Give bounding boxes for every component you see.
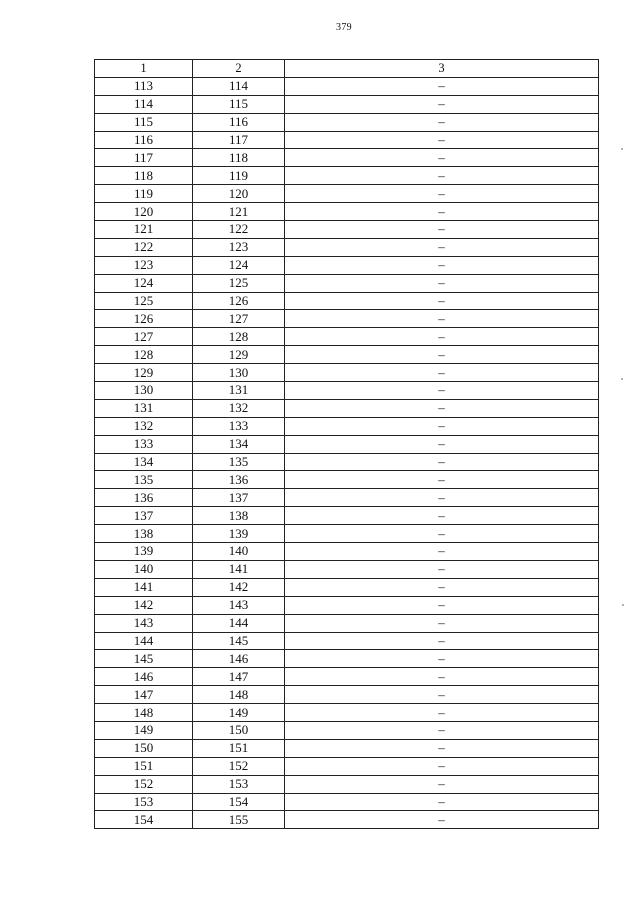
table-cell-col-2: 122 xyxy=(193,221,285,239)
table-cell-col-1: 129 xyxy=(95,364,193,382)
table-cell-col-2: 117 xyxy=(193,131,285,149)
table-cell-col-2: 123 xyxy=(193,238,285,256)
table-cell-col-1: 121 xyxy=(95,221,193,239)
table-cell-col-1: 149 xyxy=(95,721,193,739)
table-cell-col-3: – xyxy=(285,185,599,203)
table-cell-col-3: – xyxy=(285,149,599,167)
table-row xyxy=(95,149,599,167)
table-cell-col-3: – xyxy=(285,650,599,668)
table-row xyxy=(95,364,599,382)
table-cell-col-1: 151 xyxy=(95,757,193,775)
table-cell-col-2: 114 xyxy=(193,77,285,95)
table-row xyxy=(95,435,599,453)
table-cell-col-3: – xyxy=(285,364,599,382)
table-cell-col-2: 129 xyxy=(193,346,285,364)
table-cell-col-2: 120 xyxy=(193,185,285,203)
table-cell-col-3: – xyxy=(285,77,599,95)
table-cell-col-2: 130 xyxy=(193,364,285,382)
table-row xyxy=(95,167,599,185)
table-row xyxy=(95,721,599,739)
table-row xyxy=(95,704,599,722)
table-cell-col-2: 118 xyxy=(193,149,285,167)
table-cell-col-1: 118 xyxy=(95,167,193,185)
table-cell-col-1: 114 xyxy=(95,95,193,113)
table-cell-col-2: 140 xyxy=(193,543,285,561)
table-cell-col-1: 152 xyxy=(95,775,193,793)
table-cell-col-3: – xyxy=(285,113,599,131)
table-row xyxy=(95,489,599,507)
table-row xyxy=(95,185,599,203)
table-cell-col-1: 135 xyxy=(95,471,193,489)
table-row xyxy=(95,221,599,239)
table-cell-col-3: – xyxy=(285,525,599,543)
table-cell-col-1: 144 xyxy=(95,632,193,650)
table-cell-col-1: 154 xyxy=(95,811,193,829)
table-cell-col-3: – xyxy=(285,256,599,274)
table-row xyxy=(95,77,599,95)
table-cell-col-2: 142 xyxy=(193,578,285,596)
table-row xyxy=(95,113,599,131)
table-row xyxy=(95,203,599,221)
table-cell-col-2: 141 xyxy=(193,560,285,578)
table-row xyxy=(95,525,599,543)
table-cell-col-3: – xyxy=(285,614,599,632)
table-cell-col-3: – xyxy=(285,704,599,722)
table-cell-col-2: 133 xyxy=(193,417,285,435)
table-cell-col-1: 150 xyxy=(95,739,193,757)
table-cell-col-2: 150 xyxy=(193,721,285,739)
table-cell-col-2: 115 xyxy=(193,95,285,113)
table-cell-col-1: 117 xyxy=(95,149,193,167)
table-cell-col-2: 125 xyxy=(193,274,285,292)
table-cell-col-1: 130 xyxy=(95,382,193,400)
table-row xyxy=(95,131,599,149)
table-cell-col-2: 149 xyxy=(193,704,285,722)
table-cell-col-3: – xyxy=(285,721,599,739)
table-cell-col-3: – xyxy=(285,382,599,400)
table-cell-col-1: 113 xyxy=(95,77,193,95)
table-cell-col-3: – xyxy=(285,507,599,525)
table-cell-col-3: – xyxy=(285,668,599,686)
table-cell-col-1: 133 xyxy=(95,435,193,453)
table-cell-col-3: – xyxy=(285,811,599,829)
table-cell-col-1: 142 xyxy=(95,596,193,614)
table-cell-col-2: 151 xyxy=(193,739,285,757)
table-row xyxy=(95,650,599,668)
table-row xyxy=(95,560,599,578)
table-cell-col-1: 136 xyxy=(95,489,193,507)
table-cell-col-2: 138 xyxy=(193,507,285,525)
table-row xyxy=(95,686,599,704)
table-cell-col-2: 126 xyxy=(193,292,285,310)
table-cell-col-1: 126 xyxy=(95,310,193,328)
table-cell-col-1: 140 xyxy=(95,560,193,578)
table-row xyxy=(95,399,599,417)
table-row xyxy=(95,543,599,561)
page-number: 379 xyxy=(336,22,352,33)
table-cell-col-2: 124 xyxy=(193,256,285,274)
scan-speck xyxy=(621,148,623,150)
table-cell-col-2: 136 xyxy=(193,471,285,489)
table-cell-col-1: 148 xyxy=(95,704,193,722)
table-cell-col-3: – xyxy=(285,489,599,507)
table-cell-col-3: – xyxy=(285,739,599,757)
table-row xyxy=(95,471,599,489)
table-cell-col-3: – xyxy=(285,221,599,239)
table-cell-col-2: 154 xyxy=(193,793,285,811)
table-row xyxy=(95,238,599,256)
table-cell-col-1: 124 xyxy=(95,274,193,292)
table-cell-col-2: 148 xyxy=(193,686,285,704)
table-cell-col-3: – xyxy=(285,775,599,793)
table-cell-col-1: 122 xyxy=(95,238,193,256)
table-cell-col-3: – xyxy=(285,757,599,775)
table-cell-col-2: 144 xyxy=(193,614,285,632)
table-cell-col-2: 145 xyxy=(193,632,285,650)
column-header-2: 2 xyxy=(193,60,285,78)
table-cell-col-3: – xyxy=(285,203,599,221)
table-cell-col-3: – xyxy=(285,632,599,650)
scan-speck xyxy=(622,604,624,606)
table-cell-col-1: 146 xyxy=(95,668,193,686)
table-row xyxy=(95,775,599,793)
table-row xyxy=(95,757,599,775)
table-cell-col-1: 147 xyxy=(95,686,193,704)
table-cell-col-3: – xyxy=(285,453,599,471)
table-row xyxy=(95,811,599,829)
table-cell-col-2: 121 xyxy=(193,203,285,221)
table-cell-col-1: 134 xyxy=(95,453,193,471)
table-cell-col-2: 128 xyxy=(193,328,285,346)
table-cell-col-1: 125 xyxy=(95,292,193,310)
table-body xyxy=(95,77,599,828)
table-cell-col-2: 152 xyxy=(193,757,285,775)
column-header-1: 1 xyxy=(95,60,193,78)
table-row xyxy=(95,632,599,650)
table-cell-col-2: 119 xyxy=(193,167,285,185)
table-cell-col-3: – xyxy=(285,596,599,614)
table-row xyxy=(95,292,599,310)
table-cell-col-2: 146 xyxy=(193,650,285,668)
table-cell-col-3: – xyxy=(285,399,599,417)
table-cell-col-2: 135 xyxy=(193,453,285,471)
table-row xyxy=(95,668,599,686)
table-row xyxy=(95,310,599,328)
table-cell-col-3: – xyxy=(285,578,599,596)
table-cell-col-1: 127 xyxy=(95,328,193,346)
table-cell-col-3: – xyxy=(285,471,599,489)
table-row xyxy=(95,596,599,614)
table-row xyxy=(95,453,599,471)
table-row xyxy=(95,328,599,346)
column-header-3: 3 xyxy=(285,60,599,78)
table-cell-col-1: 128 xyxy=(95,346,193,364)
scan-speck xyxy=(621,378,623,380)
table-header xyxy=(95,60,599,78)
table-cell-col-3: – xyxy=(285,292,599,310)
table-cell-col-3: – xyxy=(285,346,599,364)
table-cell-col-3: – xyxy=(285,793,599,811)
table-row xyxy=(95,739,599,757)
table-cell-col-1: 123 xyxy=(95,256,193,274)
table-cell-col-3: – xyxy=(285,131,599,149)
table-cell-col-1: 141 xyxy=(95,578,193,596)
table-cell-col-2: 139 xyxy=(193,525,285,543)
table-row xyxy=(95,274,599,292)
table-row xyxy=(95,382,599,400)
table-cell-col-2: 131 xyxy=(193,382,285,400)
table-cell-col-1: 120 xyxy=(95,203,193,221)
table-cell-col-1: 138 xyxy=(95,525,193,543)
table-cell-col-3: – xyxy=(285,560,599,578)
table-cell-col-2: 137 xyxy=(193,489,285,507)
table-row xyxy=(95,346,599,364)
table-cell-col-1: 143 xyxy=(95,614,193,632)
table-cell-col-3: – xyxy=(285,274,599,292)
table-cell-col-3: – xyxy=(285,238,599,256)
table-cell-col-2: 143 xyxy=(193,596,285,614)
table-cell-col-3: – xyxy=(285,686,599,704)
table-cell-col-2: 134 xyxy=(193,435,285,453)
header-row xyxy=(95,60,599,78)
table-cell-col-2: 153 xyxy=(193,775,285,793)
table-row xyxy=(95,614,599,632)
table-row xyxy=(95,417,599,435)
table-cell-col-2: 116 xyxy=(193,113,285,131)
table-cell-col-3: – xyxy=(285,543,599,561)
table-cell-col-2: 127 xyxy=(193,310,285,328)
table-cell-col-1: 137 xyxy=(95,507,193,525)
table-cell-col-3: – xyxy=(285,167,599,185)
table-cell-col-2: 155 xyxy=(193,811,285,829)
table-row xyxy=(95,95,599,113)
table-cell-col-1: 145 xyxy=(95,650,193,668)
table-cell-col-1: 153 xyxy=(95,793,193,811)
table-cell-col-3: – xyxy=(285,435,599,453)
table-cell-col-3: – xyxy=(285,417,599,435)
data-table xyxy=(94,59,599,829)
table-cell-col-1: 139 xyxy=(95,543,193,561)
table-cell-col-1: 132 xyxy=(95,417,193,435)
table-cell-col-3: – xyxy=(285,328,599,346)
table-row xyxy=(95,507,599,525)
table-cell-col-2: 147 xyxy=(193,668,285,686)
table-row xyxy=(95,256,599,274)
table-cell-col-1: 119 xyxy=(95,185,193,203)
table-cell-col-1: 115 xyxy=(95,113,193,131)
table-cell-col-1: 131 xyxy=(95,399,193,417)
table-cell-col-3: – xyxy=(285,95,599,113)
table-row xyxy=(95,793,599,811)
table-row xyxy=(95,578,599,596)
table-cell-col-2: 132 xyxy=(193,399,285,417)
table-cell-col-1: 116 xyxy=(95,131,193,149)
table-cell-col-3: – xyxy=(285,310,599,328)
